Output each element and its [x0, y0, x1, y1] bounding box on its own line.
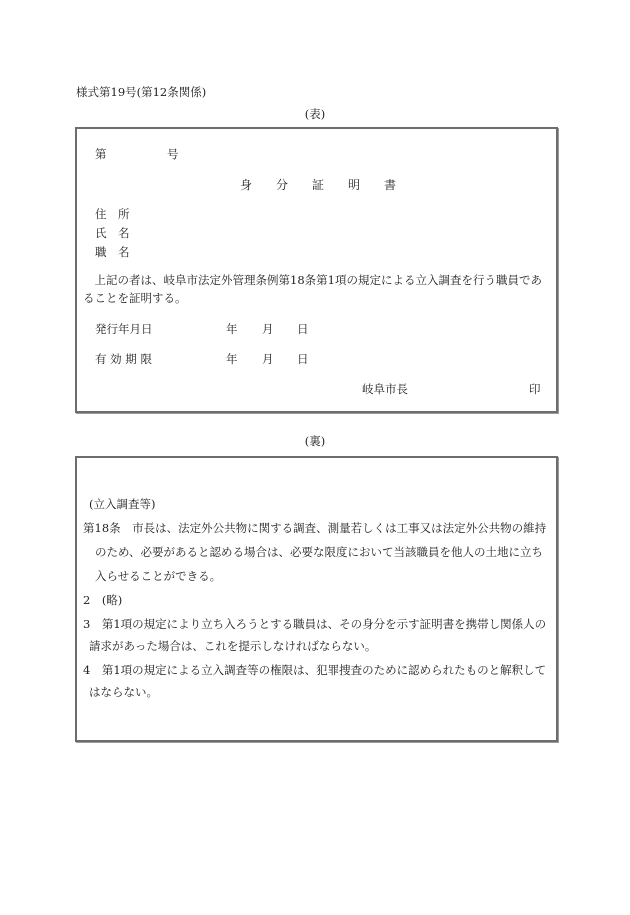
- number-prefix: 第: [95, 147, 107, 161]
- back-card: [75, 456, 558, 742]
- article-18-line1: 第18条 市長は、法定外公共物に関する調査、測量若しくは工事又は法定外公共物の維持: [83, 521, 547, 535]
- paragraph-3-line2: 請求があった場合は、これを提示しなければならない。: [89, 639, 377, 653]
- paragraph-3-line1: 3 第1項の規定により立ち入ろうとする職員は、その身分を示す証明書を携帯し関係人の: [83, 617, 547, 631]
- issue-month-label: 月: [262, 322, 274, 336]
- position-label: 職 名: [95, 245, 130, 259]
- article-18-line3: 入らせることができる。: [95, 569, 222, 583]
- seal-mark: 印: [529, 382, 541, 396]
- certification-text-line2: ることを証明する。: [83, 291, 187, 305]
- front-side-label: (表): [304, 107, 326, 121]
- front-card: [75, 127, 558, 413]
- issue-date-label: 発行年月日: [95, 322, 153, 336]
- certificate-title: 身 分 証 明 書: [240, 178, 397, 192]
- issuer-name: 岐阜市長: [362, 382, 408, 396]
- paragraph-4-line1: 4 第1項の規定による立入調査等の権限は、犯罪捜査のために認められたものと解釈して: [83, 663, 547, 677]
- issue-day-label: 日: [297, 322, 309, 336]
- issue-year-label: 年: [226, 322, 238, 336]
- address-label: 住 所: [95, 207, 130, 221]
- paragraph-4-line2: はならない。: [89, 685, 158, 699]
- article-18-line2: のため、必要があると認める場合は、必要な限度において当該職員を他人の土地に立ち: [95, 545, 544, 559]
- number-suffix: 号: [167, 147, 179, 161]
- name-label: 氏 名: [95, 226, 130, 240]
- validity-day-label: 日: [297, 352, 309, 366]
- paragraph-2: 2 (略): [83, 593, 123, 607]
- validity-year-label: 年: [226, 352, 238, 366]
- back-side-label: (裏): [304, 434, 326, 448]
- validity-label: 有 効 期 限: [95, 352, 152, 366]
- form-number: 様式第19号(第12条関係): [76, 85, 207, 99]
- certification-text-line1: 上記の者は、岐阜市法定外管理条例第18条第1項の規定による立入調査を行う職員であ: [83, 273, 542, 287]
- validity-month-label: 月: [262, 352, 274, 366]
- back-heading: (立入調査等): [89, 497, 156, 511]
